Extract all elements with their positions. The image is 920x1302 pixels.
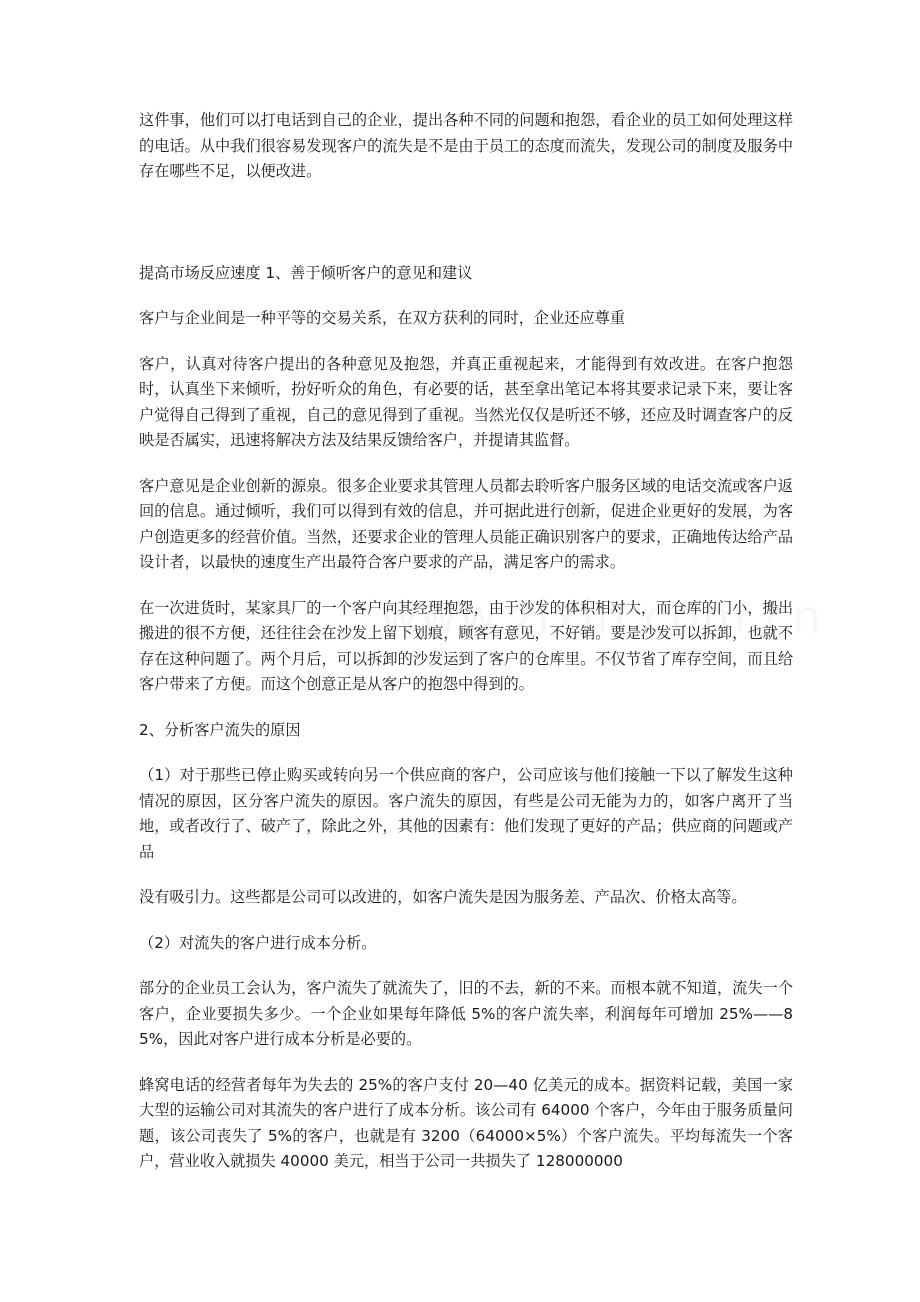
paragraph-sofa-example: 在一次进货时，某家具厂的一个客户向其经理抱怨，由于沙发的体积相对大，而仓库的门小，搬出搬进的很不方便，还往往会在沙发上留下划痕，顾客有意见，不好销。要是沙发可以拆卸，也就不存在这种问题了。两个月后，可以拆卸的沙发运到了客户的仓库里。不仅节省了库存空间，而且给客户带来了方便。而这个创意正是从客户的抱怨中得到的。: [139, 598, 793, 693]
paragraph-cellular-example: 蜂窝电话的经营者每年为失去的 25%的客户支付 20—40 亿美元的成本。据资料记载，美国一家大型的运输公司对其流失的客户进行了成本分析。该公司有 64000 个客户，今年由于服务质量问题，该公司丧失了 5%的客户，也就是有 3200（64000×5%）个客户流失。平均每流失一个客户，营业收入就损失 40000 美元，相当于公司一共损失了 128000000: [139, 1075, 793, 1170]
paragraph-handle-complaints: 客户，认真对待客户提出的各种意见及抱怨，并真正重视起来，才能得到有效改进。在客户抱怨时，认真坐下来倾听，扮好听众的角色，有必要的话，甚至拿出笔记本将其要求记录下来，要让客户觉得自己得到了重视，自己的意见得到了重视。当然光仅仅是听还不够，还应及时调查客户的反映是否属实，迅速将解决方法及结果反馈给客户，并提请其监督。: [139, 354, 793, 449]
paragraph-improvable-causes: 没有吸引力。这些都是公司可以改进的，如客户流失是因为服务差、产品次、价格太高等。: [139, 888, 747, 906]
paragraph-innovation-source: 客户意见是企业创新的源泉。很多企业要求其管理人员都去聆听客户服务区域的电话交流或客户返回的信息。通过倾听，我们可以得到有效的信息，并可据此进行创新，促进企业更好的发展，为客户创造更多的经营价值。当然，还要求企业的管理人员能正确识别客户的要求，正确地传达给产品设计者，以最快的速度生产出最符合客户要求的产品，满足客户的需求。: [139, 476, 793, 571]
paragraph-intro: 这件事，他们可以打电话到自己的企业，提出各种不同的问题和抱怨，看企业的员工如何处理这样的电话。从中我们很容易发现客户的流失是不是由于员工的态度而流失，发现公司的制度及服务中存在哪些不足，以便改进。: [139, 111, 793, 180]
section-heading-2: 2、分析客户流失的原因: [139, 720, 301, 739]
paragraph-churn-reasons: （1）对于那些已停止购买或转向另一个供应商的客户，公司应该与他们接触一下以了解发生这种情况的原因，区分客户流失的原因。客户流失的原因，有些是公司无能为力的，如客户离开了当地，或者改行了、破产了，除此之外，其他的因素有：他们发现了更好的产品；供应商的问题或产品: [139, 766, 793, 861]
document-body: [139, 108, 793, 1175]
paragraph-equal-relationship: 客户与企业间是一种平等的交易关系，在双方获利的同时，企业还应尊重: [139, 309, 625, 327]
section-heading-1: 提高市场反应速度 1、善于倾听客户的意见和建议: [139, 263, 473, 282]
paragraph-cost-analysis-heading: （2）对流失的客户进行成本分析。: [139, 933, 377, 952]
paragraph-churn-cost: 部分的企业员工会认为，客户流失了就流失了，旧的不去，新的不来。而根本就不知道，流失一个客户，企业要损失多少。一个企业如果每年降低 5%的客户流失率，利润每年可增加 25%——85%，因此对客户进行成本分析是必要的。: [139, 979, 793, 1048]
